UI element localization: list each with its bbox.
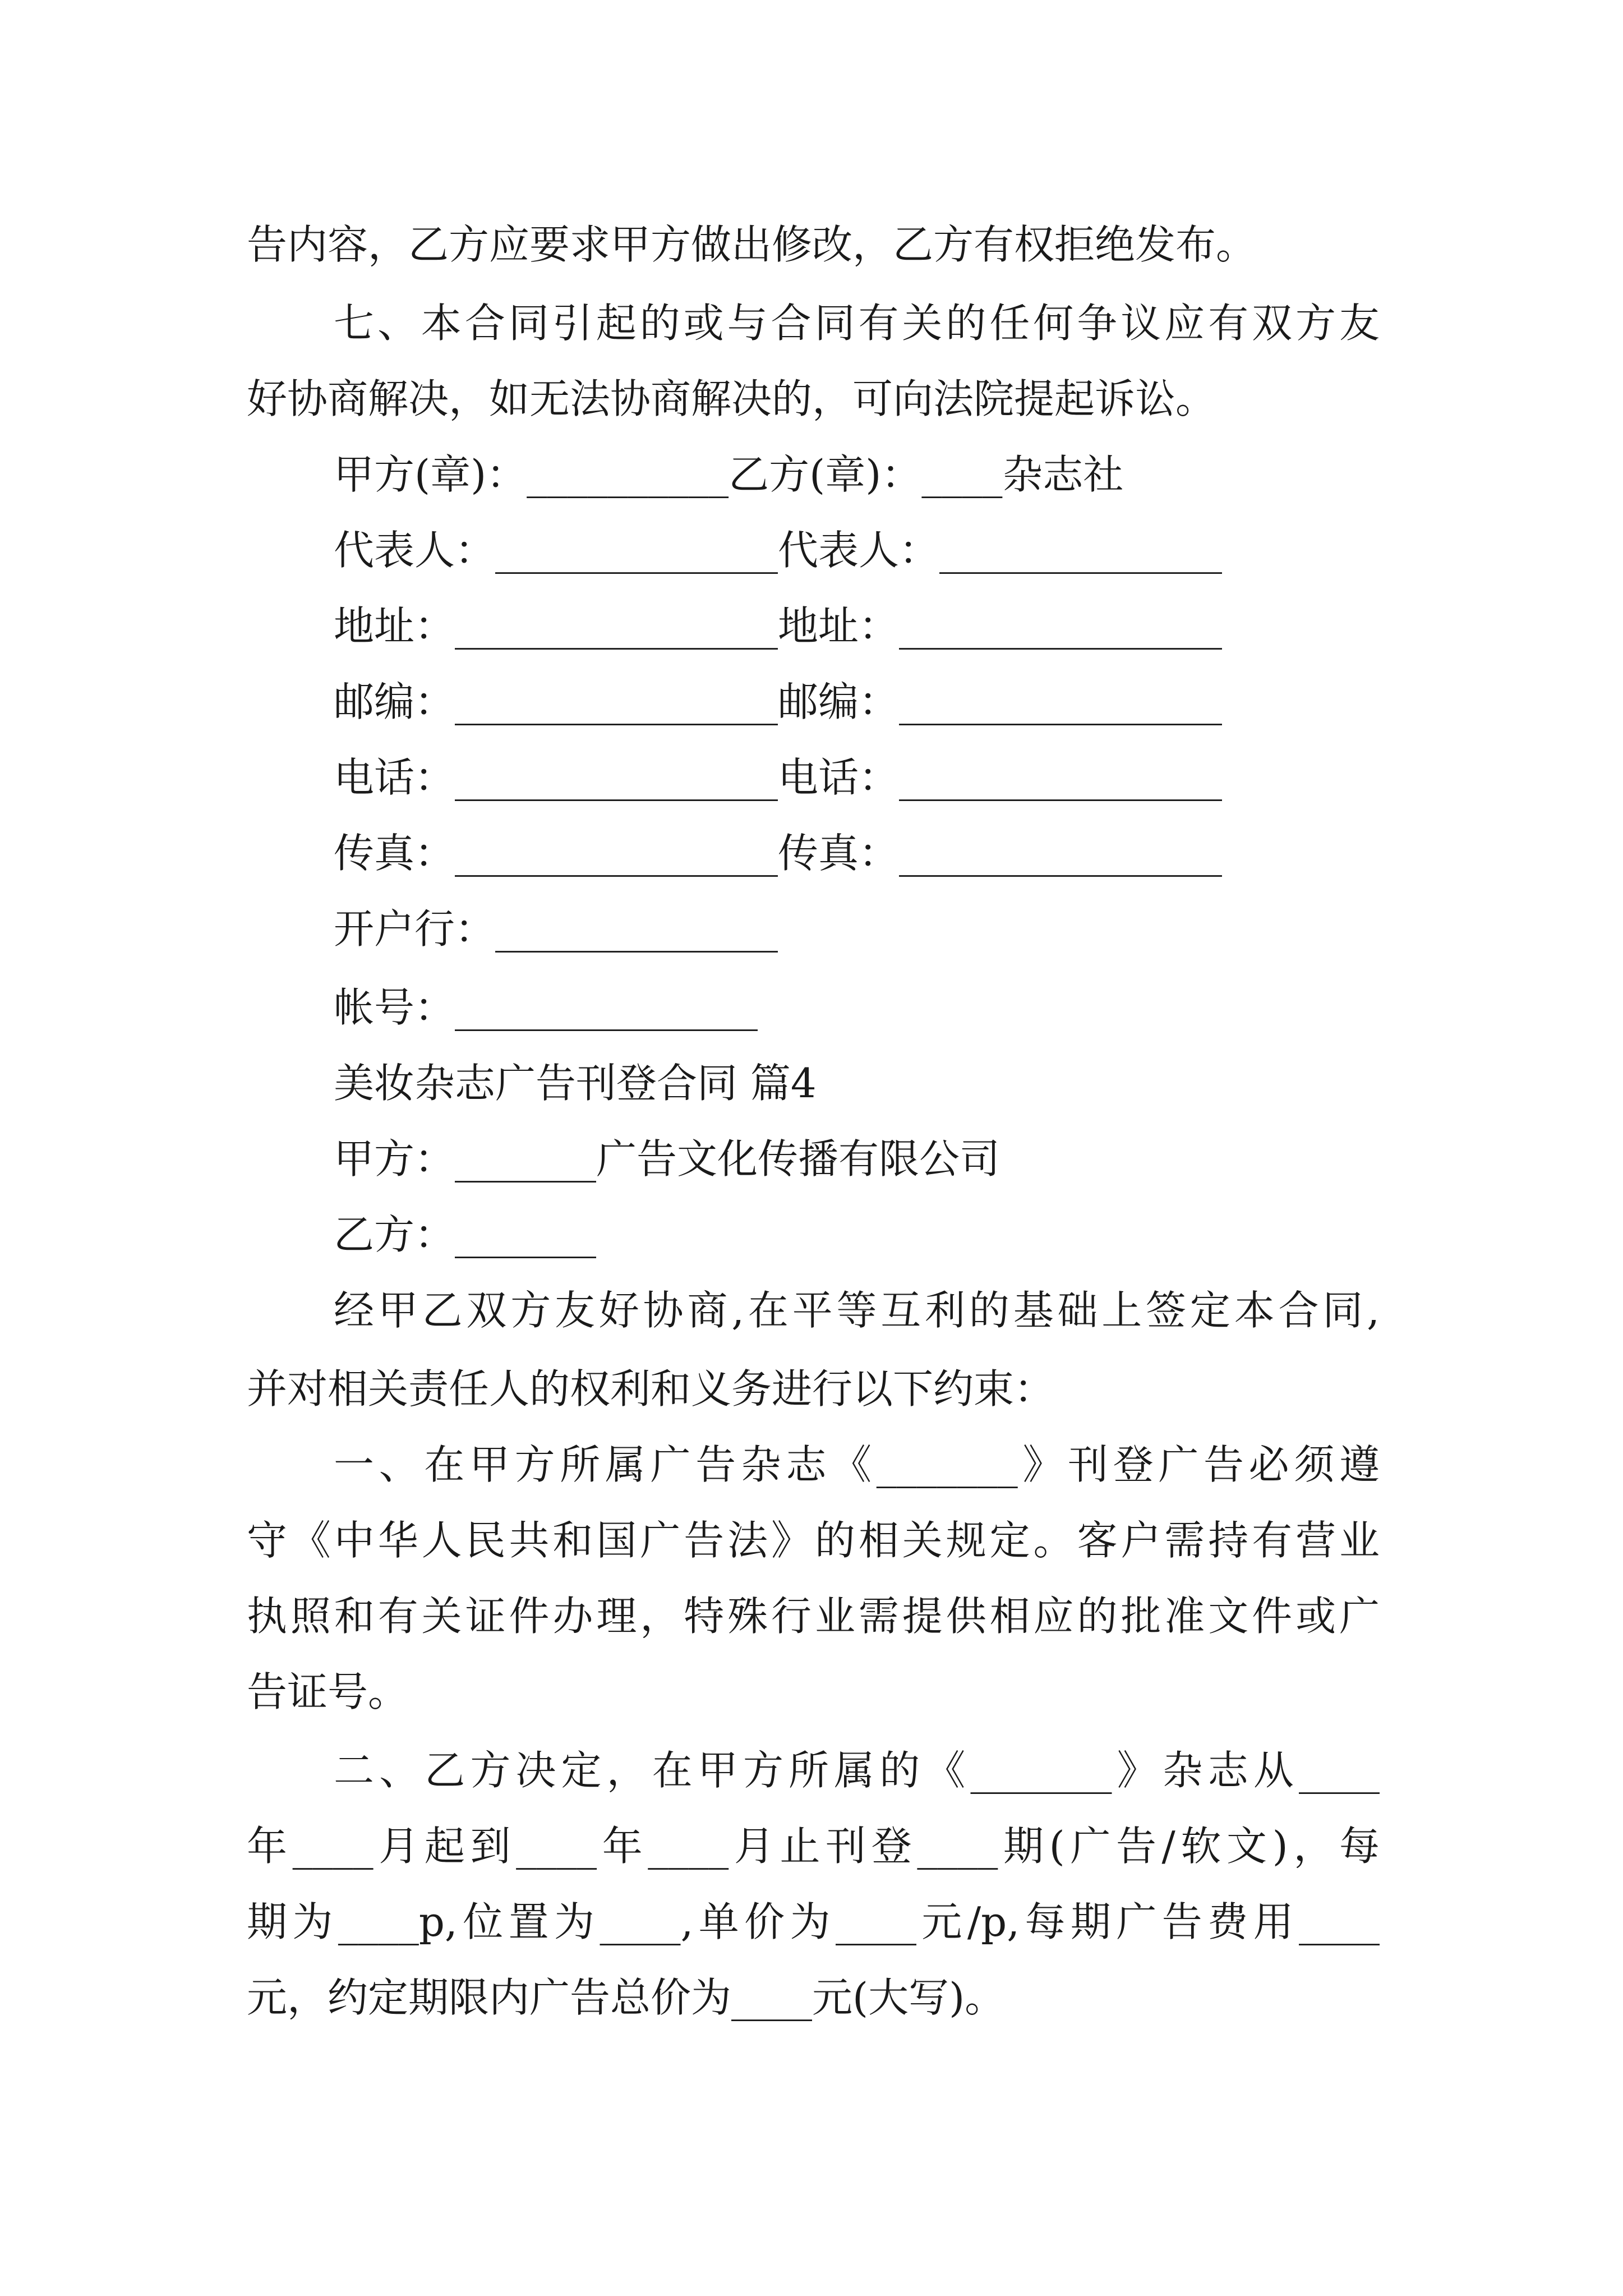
paragraph-line: 经甲乙双方友好协商,在平等互利的基础上签定本合同,	[334, 1287, 1380, 1334]
signature-bank-line: 开户行：______________	[334, 905, 778, 953]
signature-account-line: 帐号：_______________	[334, 984, 758, 1031]
clause-one-line: 一、在甲方所属广告杂志《_______》刊登广告必须遵	[334, 1441, 1380, 1488]
signature-party-line: 甲方(章)：__________乙方(章)：____杂志社	[334, 451, 1124, 498]
clause-seven-line: 七、本合同引起的或与合同有关的任何争议应有双方友	[334, 300, 1380, 347]
clause-two-line: 二、乙方决定，在甲方所属的《_______》杂志从____	[334, 1747, 1380, 1794]
signature-address-line: 地址：________________地址：________________	[334, 602, 1223, 650]
paragraph-line: 期为____p,位置为____,单价为____元/p,每期广告费用____	[247, 1898, 1380, 1945]
paragraph-line: 并对相关责任人的权利和义务进行以下约束：	[247, 1365, 1055, 1412]
paragraph-line: 元，约定期限内广告总价为____元(大写)。	[247, 1974, 1006, 2021]
paragraph-line: 执照和有关证件办理，特殊行业需提供相应的批准文件或广	[247, 1593, 1380, 1640]
section-heading: 美妆杂志广告刊登合同 篇4	[334, 1060, 817, 1107]
paragraph-line: 守《中华人民共和国广告法》的相关规定。客户需持有营业	[247, 1517, 1380, 1564]
paragraph-line: 告证号。	[247, 1668, 409, 1715]
party-a-line: 甲方：_______广告文化传播有限公司	[334, 1135, 1000, 1182]
signature-postcode-line: 邮编：________________邮编：________________	[334, 678, 1223, 725]
paragraph-line: 好协商解决，如无法协商解决的，可向法院提起诉讼。	[247, 375, 1216, 422]
signature-phone-line: 电话：________________电话：________________	[334, 754, 1223, 801]
signature-representative-line: 代表人：______________代表人：______________	[334, 527, 1223, 574]
paragraph-line: 告内容，乙方应要求甲方做出修改，乙方有权拒绝发布。	[247, 221, 1257, 268]
signature-fax-line: 传真：________________传真：________________	[334, 830, 1223, 877]
paragraph-line: 年____月起到____年____月止刊登____期(广告/软文)，每	[247, 1823, 1380, 1870]
party-b-line: 乙方：_______	[334, 1211, 597, 1258]
